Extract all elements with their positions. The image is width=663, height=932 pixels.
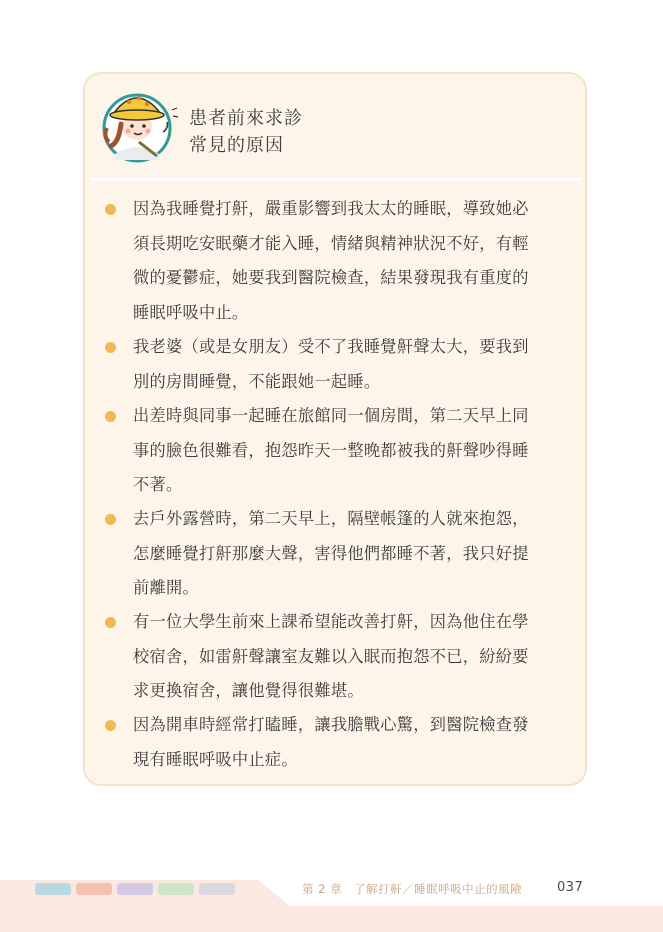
item-line: 現有睡眠呼吸中止症。 (133, 749, 298, 769)
item-line: 不著。 (133, 475, 183, 494)
item-line: 怎麼睡覺打鼾那麼大聲，害得他們都睡不著，我只好提 (133, 543, 529, 563)
chapter-running-header: 第 2 章 了解打鼾／睡眠呼吸中止的風險 (302, 882, 523, 896)
list-item (133, 192, 563, 330)
item-line: 求更換宿舍，讓他覺得很難堪。 (133, 681, 364, 700)
chapter-tab-4 (158, 883, 194, 895)
list-item (133, 399, 563, 503)
item-line: 因為我睡覺打鼾，嚴重影響到我太太的睡眠，導致她必 (133, 199, 529, 218)
title-divider (90, 178, 582, 181)
item-line: 別的房間睡覺，不能跟她一起睡。 (133, 371, 381, 391)
info-card (83, 72, 587, 786)
card-title-line-2: 常見的原因 (189, 135, 284, 156)
girl-avatar-icon (99, 84, 179, 164)
item-line: 去戶外露營時，第二天早上，隔壁帳篷的人就來抱怨， (133, 509, 529, 528)
chapter-tab-5 (199, 883, 235, 895)
bullet-dot-icon (105, 720, 116, 731)
item-line: 因為開車時經常打瞌睡，讓我膽戰心驚，到醫院檢查發 (133, 715, 529, 734)
list-item (133, 605, 563, 709)
chapter-tab-2 (76, 883, 112, 895)
bullet-dot-icon (105, 204, 116, 215)
bullet-dot-icon (105, 342, 116, 353)
bullet-dot-icon (105, 617, 116, 628)
chapter-tab-3 (117, 883, 153, 895)
item-line: 校宿舍，如雷鼾聲讓室友難以入眠而抱怨不已，紛紛要 (133, 646, 529, 666)
bullet-dot-icon (105, 514, 116, 525)
item-line: 出差時與同事一起睡在旅館同一個房間，第二天早上同 (133, 406, 529, 425)
item-line: 睡眠呼吸中止。 (133, 302, 249, 322)
card-title-line-1: 患者前來求診 (189, 108, 303, 129)
page-number: 037 (557, 880, 584, 895)
list-item (133, 708, 563, 777)
list-item (133, 502, 563, 606)
item-line: 事的臉色很難看，抱怨昨天一整晚都被我的鼾聲吵得睡 (133, 440, 529, 460)
bullet-dot-icon (105, 411, 116, 422)
chapter-tab-1 (35, 883, 71, 895)
item-line: 有一位大學生前來上課希望能改善打鼾，因為他住在學 (133, 612, 529, 631)
item-line: 須長期吃安眠藥才能入睡，情緒與精神狀況不好，有輕 (133, 233, 529, 253)
list-item (133, 330, 563, 399)
item-line: 微的憂鬱症，她要我到醫院檢查，結果發現我有重度的 (133, 268, 529, 287)
item-line: 前離開。 (133, 578, 199, 597)
item-line: 我老婆（或是女朋友）受不了我睡覺鼾聲太大，要我到 (133, 337, 529, 356)
